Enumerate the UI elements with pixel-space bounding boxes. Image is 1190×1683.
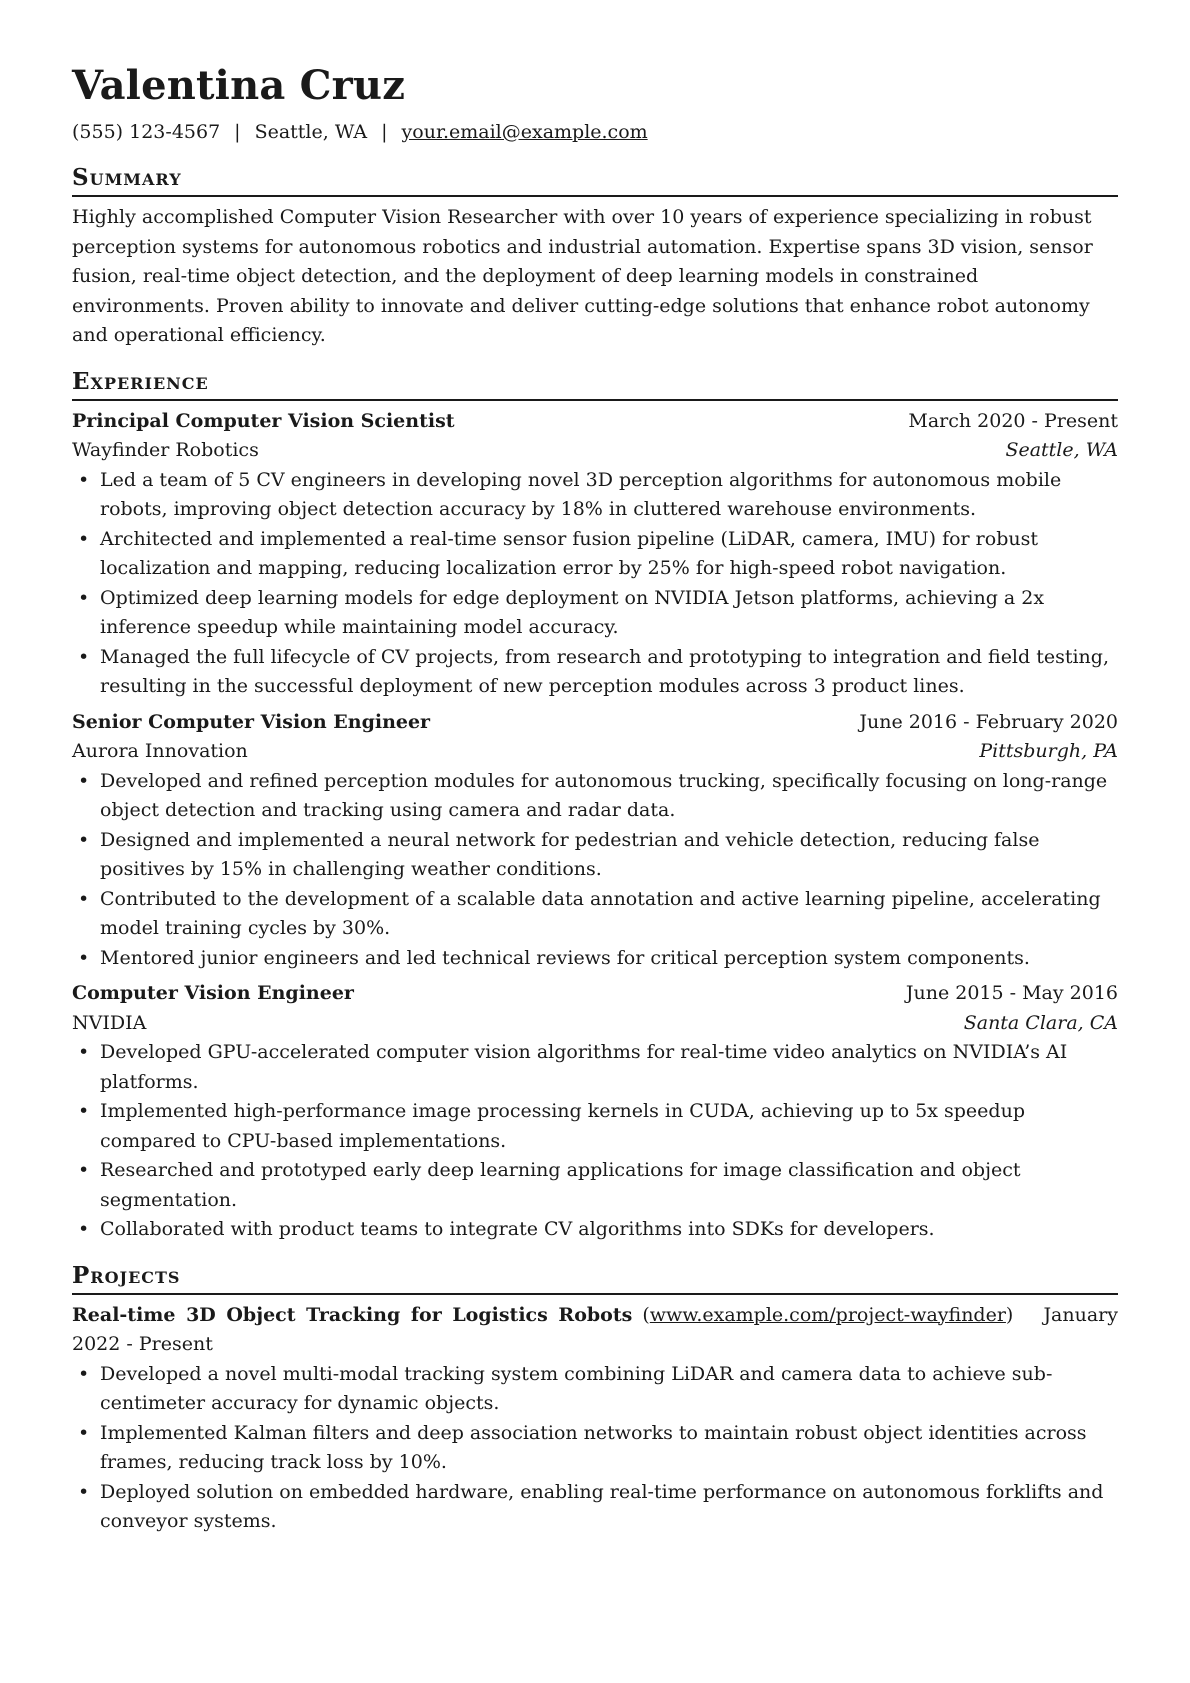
job-bullets [72,1038,1118,1245]
bullet-item: • Architected and implemented a real-time sensor fusion pipeline (LiDAR, camera, IMU) for robust localization and mapping, reducing localization error by 25% for high-speed robot navigation. [100,525,1118,584]
contact-separator: | [234,121,241,143]
bullet-item: • Mentored junior engineers and led technical reviews for critical perception system components. [100,944,1118,974]
summary-heading: Summary [72,163,1118,197]
project-bullets [72,1360,1118,1537]
project-link[interactable]: www.example.com/project-wayfinder [649,1303,1006,1326]
job-location: Santa Clara, CA [963,1011,1118,1034]
summary-section [72,163,1118,351]
resume-header [72,58,1118,147]
bullet-item: • Led a team of 5 CV engineers in developing novel 3D perception algorithms for autonomous mobile robots, improving object detection accuracy by 18% in cluttered warehouse environments. [100,466,1118,525]
project-entry [72,1301,1118,1537]
company-name: Aurora Innovation [72,740,248,762]
job-location: Pittsburgh, PA [979,740,1118,762]
job-title: Principal Computer Vision Scientist [72,409,455,432]
company-name: NVIDIA [72,1011,147,1034]
bullet-item: • Developed GPU-accelerated computer vision algorithms for real-time video analytics on NVIDIA’s AI platforms. [100,1038,1118,1097]
bullet-item: • Developed and refined perception modules for autonomous trucking, specifically focusing on long-range object detection and tracking using camera and radar data. [100,767,1118,826]
job-dates: June 2015 - May 2016 [905,982,1118,1004]
job-entry [72,407,1118,702]
home-location: Seattle, WA [254,121,368,143]
job-bullets [72,466,1118,702]
bullet-item: • Developed a novel multi-modal tracking system combining LiDAR and camera data to achieve sub-centimeter accuracy for dynamic objects. [100,1360,1118,1419]
bullet-item: • Implemented high-performance image processing kernels in CUDA, achieving up to 5x speedup compared to CPU-based implementations. [100,1097,1118,1156]
job-dates: June 2016 - February 2020 [859,710,1118,733]
job-dates: March 2020 - Present [908,409,1118,432]
bullet-item: • Researched and prototyped early deep learning applications for image classification and object segmentation. [100,1156,1118,1215]
bullet-item: • Optimized deep learning models for edge deployment on NVIDIA Jetson platforms, achieving a 2x inference speedup while maintaining model accuracy. [100,584,1118,643]
experience-heading: Experience [72,367,1118,401]
bullet-item: • Designed and implemented a neural network for pedestrian and vehicle detection, reducing false positives by 15% in challenging weather conditions. [100,826,1118,885]
project-title: Real-time 3D Object Tracking for Logistics Robots [72,1303,633,1326]
bullet-item: • Deployed solution on embedded hardware, enabling real-time performance on autonomous forklifts and conveyor systems. [100,1478,1118,1537]
email-link[interactable]: your.email@example.com [401,121,648,143]
company-name: Wayfinder Robotics [72,439,259,461]
project-link-paren: ( [642,1303,650,1326]
contact-line [72,118,1118,147]
project-dates: January 2022 - Present [72,1303,1118,1355]
experience-section [72,367,1118,1245]
bullet-item: • Contributed to the development of a scalable data annotation and active learning pipeline, accelerating model training cycles by 30%. [100,885,1118,944]
bullet-item: • Implemented Kalman filters and deep association networks to maintain robust object identities across frames, reducing track loss by 10%. [100,1419,1118,1478]
job-title: Senior Computer Vision Engineer [72,710,431,733]
job-bullets [72,767,1118,974]
candidate-name: Valentina Cruz [72,62,406,109]
projects-section [72,1261,1118,1537]
projects-heading: Projects [72,1261,1118,1295]
job-location: Seattle, WA [1005,439,1118,461]
contact-separator: | [381,121,388,143]
summary-text: Highly accomplished Computer Vision Researcher with over 10 years of experience specializing in robust perception systems for autonomous robotics and industrial automation. Expertise spans 3D vision, sensor fusion, real-time object detection, and the deployment of deep learning models in constrained environments. Proven ability to innovate and deliver cutting-edge solutions that enhance robot autonomy and operational efficiency. [72,206,1093,346]
job-title: Computer Vision Engineer [72,982,354,1004]
project-header [72,1301,1118,1360]
project-link-paren: ) [1005,1303,1014,1326]
job-entry [72,979,1118,1245]
job-entry [72,708,1118,974]
bullet-item: • Collaborated with product teams to integrate CV algorithms into SDKs for developers. [100,1215,1118,1245]
bullet-item: • Managed the full lifecycle of CV projects, from research and prototyping to integration and field testing, resulting in the successful deployment of new perception modules across 3 product lines. [100,643,1118,702]
phone-number: (555) 123-4567 [72,121,221,143]
